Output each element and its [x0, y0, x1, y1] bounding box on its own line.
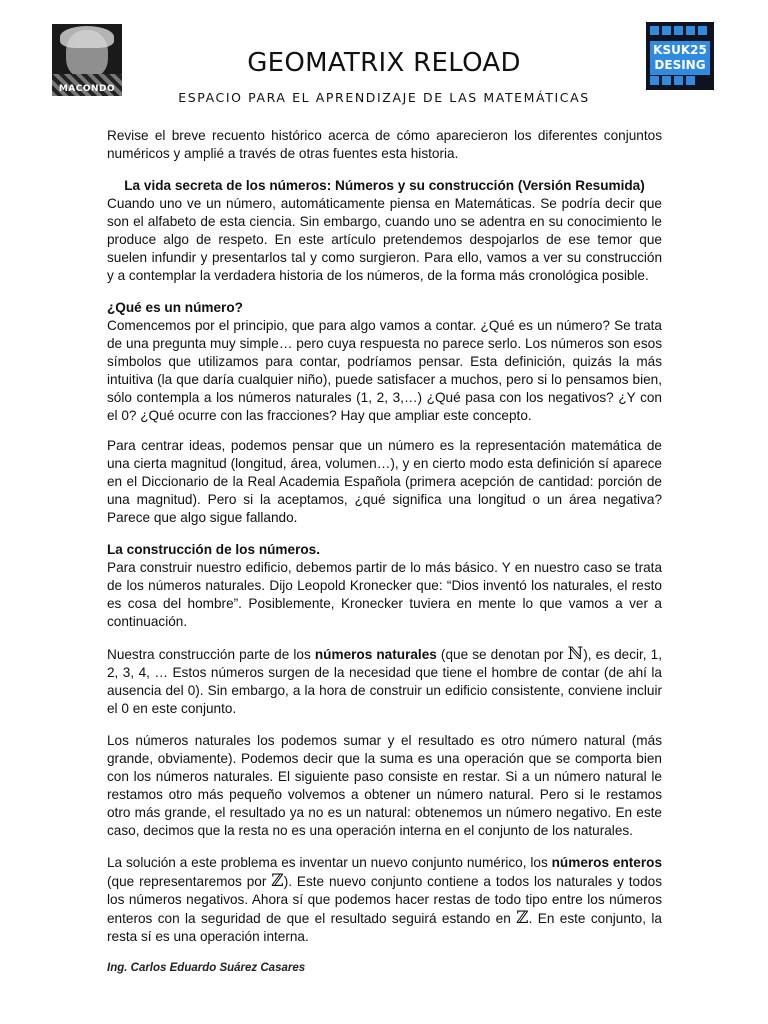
- intro-paragraph: Revise el breve recuento histórico acerca de cómo aparecieron los diferentes conjuntos numéricos y amplié a través de otras fuentes esta historia.: [107, 128, 662, 161]
- article-body: [107, 127, 662, 960]
- logo-tile: [686, 76, 695, 85]
- macondo-logo-text: MACONDO: [58, 84, 116, 94]
- section-heading-vida-secreta: La vida secreta de los números: Números y su construcción (Versión Resumida): [124, 178, 645, 193]
- logo-tile: [650, 76, 659, 85]
- section-heading-que-es-un-numero: ¿Qué es un número?: [107, 300, 243, 315]
- section-heading-construccion: La construcción de los números.: [107, 542, 321, 557]
- paragraph: Cuando uno ve un número, automáticamente piensa en Matemáticas. Se podría decir que son el alfabeto de esta ciencia. Sin embargo, cuando uno se adentra en su conocimiento le produce algo de respeto. En este artículo pretendemos despojarlos de ese temor que suelen infundir y presentarlos tal y como surgieron. Para ello, vamos a ver su construcción y a contemplar la verdadera historia de los números, de la forma más cronológica posible.: [107, 196, 662, 283]
- paragraph: Para centrar ideas, podemos pensar que un número es la representación matemática de una cierta magnitud (longitud, área, volumen…), y en cierto modo esta definición sí aparece en el Diccionario de la Real Academia Española (primera acepción de cantidad: porción de una magnitud). Pero si la aceptamos, ¿qué significa una longitud o un área negativa? Parece que algo sigue fallando.: [107, 438, 662, 525]
- paragraph: Los números naturales los podemos sumar y el resultado es otro número natural (más grande, obviamente). Podemos decir que la suma es una operación que se comporta bien con los números naturales. El siguiente paso consiste en restar. Si a un número natural le restamos otro más pequeño volvemos a obtener un número natural. Pero si le restamos otro más grande, el resultado ya no es un natural: obtenemos un número negativo. En este caso, decimos que la resta no es una operación interna en el conjunto de los naturales.: [107, 733, 662, 838]
- paragraph: Comencemos por el principio, que para algo vamos a contar. ¿Qué es un número? Se trata de una pregunta muy simple… pero cuya respuesta no parece serlo. Los números son esos símbolos que utilizamos para contar, podríamos pensar. Esta definición, quizás la más intuitiva (la que daría cualquier niño), puede satisfacer a muchos, pero si lo pensamos bien, sólo contempla a los números naturales (1, 2, 3,…) ¿Qué pasa con los negativos? ¿Y con el 0? ¿Qué ocurre con las fracciones? Hay que ampliar este concepto.: [107, 318, 662, 423]
- integers-symbol: ℤ: [516, 908, 529, 928]
- ksuk25-logo: [646, 22, 714, 90]
- paragraph-numeros-naturales: Nuestra construcción parte de los números naturales (que se denotan por ℕ), es decir, 1, 2, 3, 4, … Estos números surgen de la necesidad que tiene el hombre de contar (de ahí la ausencia del 0). Sin embargo, a la hora de construir un edificio consistente, conviene incluir el 0 en este conjunto.: [107, 644, 662, 716]
- page-title: GEOMATRIX RELOAD: [247, 48, 521, 78]
- paragraph-numeros-enteros: La solución a este problema es inventar un nuevo conjunto numérico, los números enteros (que representaremos por ℤ). Este nuevo conjunto contiene a todos los naturales y todos los números negativos. Ahora sí que podemos hacer restas de todo tipo entre los números enteros con la seguridad de que el resultado seguirá estando en ℤ. En este conjunto, la resta sí es una operación interna.: [107, 855, 663, 944]
- logo-tile: [662, 26, 671, 35]
- paragraph: Para construir nuestro edificio, debemos partir de lo más básico. Y en nuestro caso se trata de los números naturales. Dijo Leopold Kronecker que: “Dios inventó los naturales, el resto es cosa del hombre”. Posiblemente, Kronecker tuviera en mente lo que vamos a ver a continuación.: [107, 560, 662, 629]
- naturals-symbol: ℕ: [567, 644, 584, 664]
- logo-tile: [662, 76, 671, 85]
- logo-tile: [674, 26, 683, 35]
- ksuk25-logo-text: KSUK25 DESING: [650, 41, 710, 75]
- logo-tile: [650, 26, 659, 35]
- logo-tile: [686, 26, 695, 35]
- logo-tile: [698, 26, 707, 35]
- page-subtitle: ESPACIO PARA EL APRENDIZAJE DE LAS MATEMÁTICAS: [178, 90, 590, 105]
- portrait-hair: [60, 26, 114, 48]
- integers-symbol: ℤ: [271, 871, 284, 891]
- footer-author: Ing. Carlos Eduardo Suárez Casares: [107, 962, 306, 974]
- logo-tile: [674, 76, 683, 85]
